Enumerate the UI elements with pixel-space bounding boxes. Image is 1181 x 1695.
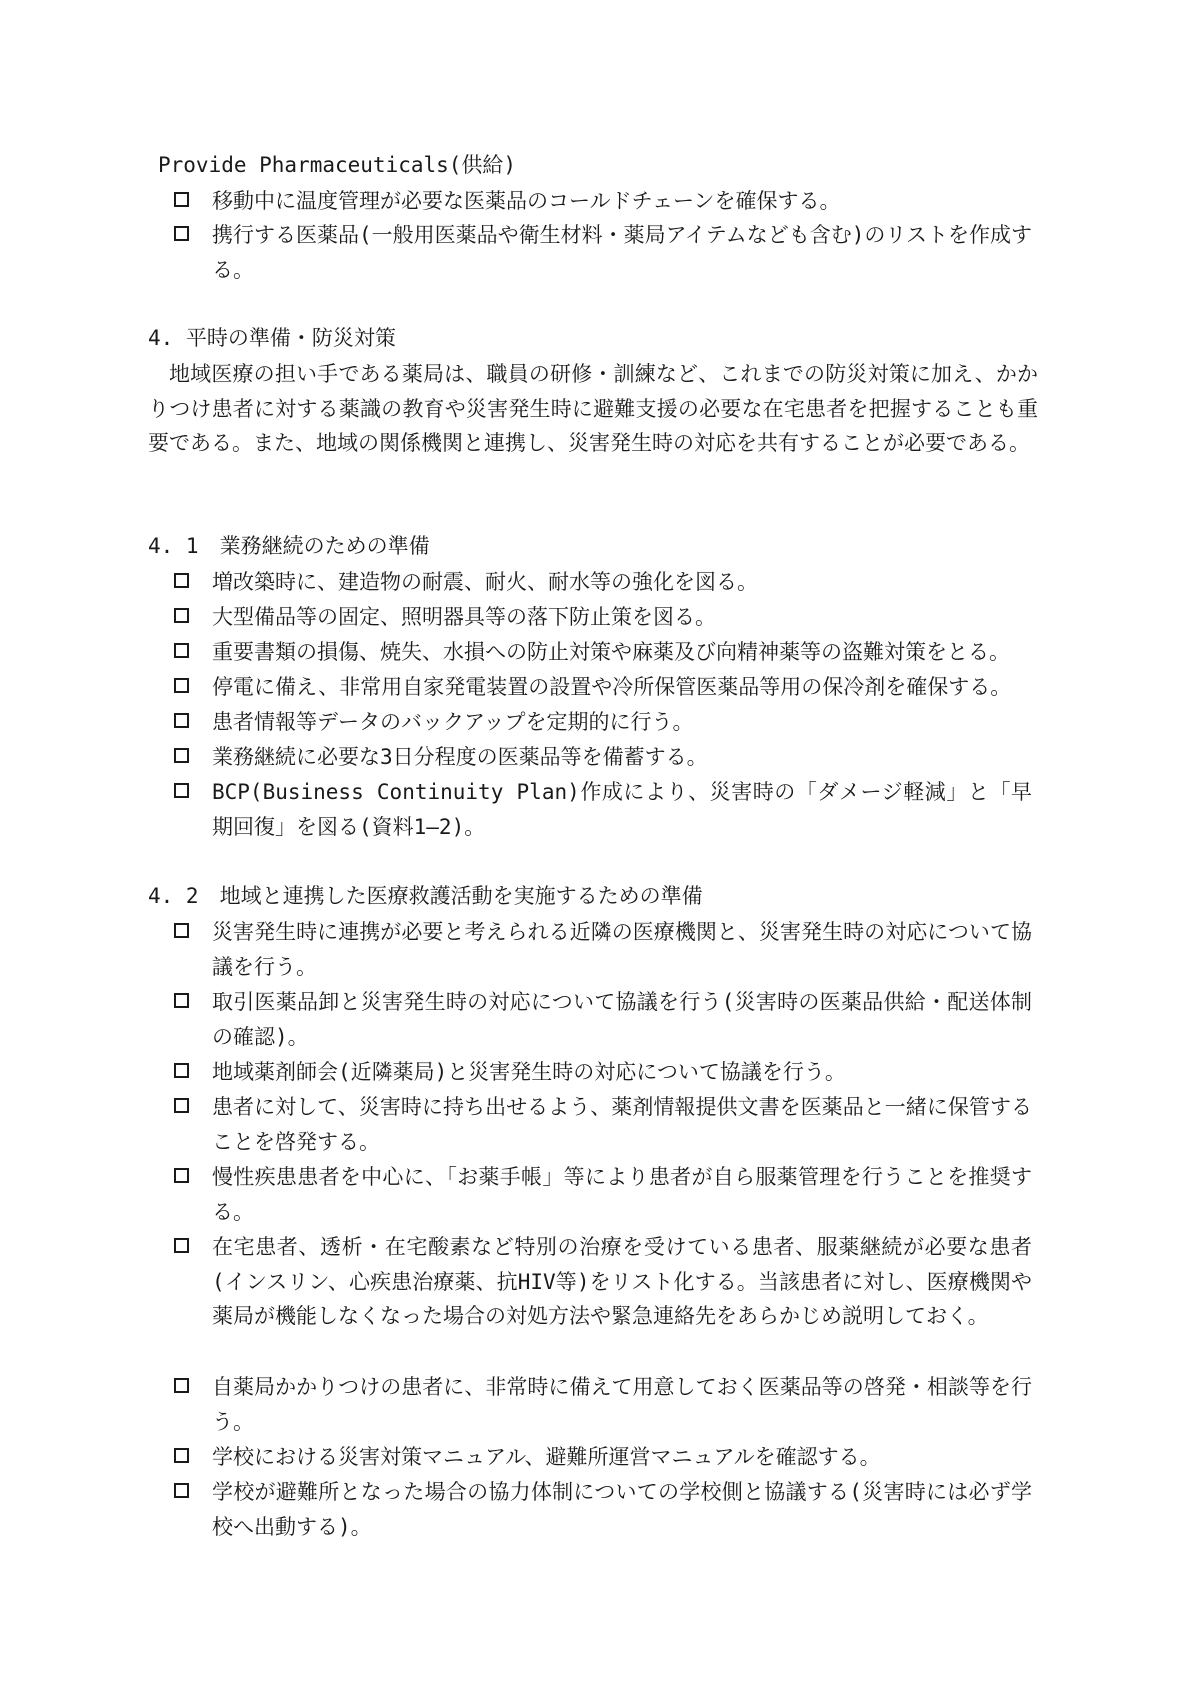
checkbox-icon xyxy=(174,1448,189,1463)
checkbox-icon xyxy=(174,573,189,588)
checkbox-icon xyxy=(174,1483,189,1498)
list-item: 大型備品等の固定、照明器具等の落下防止策を図る。 xyxy=(212,605,716,629)
checkbox-icon xyxy=(174,1238,189,1253)
list-item: 患者に対して、災害時に持ち出せるよう、薬剤情報提供文書を医薬品と一緒に保管することを啓発する。 xyxy=(212,1095,1032,1154)
list-item: 在宅患者、透析・在宅酸素など特別の治療を受けている患者、服薬継続が必要な患者(インスリン、心疾患治療薬、抗HIV等)をリスト化する。当該患者に対し、医療機関や薬局が機能しなくなった場合の対処方法や緊急連絡先をあらかじめ説明しておく。 xyxy=(212,1235,1032,1328)
list-item: 学校が避難所となった場合の協力体制についての学校側と協議する(災害時には必ず学校へ出動する)。 xyxy=(212,1480,1032,1539)
checkbox-icon xyxy=(174,192,189,207)
section-4-1-heading: 4. 1 業務継続のための準備 xyxy=(148,534,430,558)
checkbox-icon xyxy=(174,678,189,693)
supply-item: 移動中に温度管理が必要な医薬品のコールドチェーンを確保する。 xyxy=(212,189,841,213)
supply-heading: Provide Pharmaceuticals(供給) xyxy=(158,153,517,177)
list-item: 業務継続に必要な3日分程度の医薬品等を備蓄する。 xyxy=(212,745,708,769)
checkbox-icon xyxy=(174,1378,189,1393)
checkbox-icon xyxy=(174,923,189,938)
checkbox-icon xyxy=(174,226,189,241)
list-item: 自薬局かかりつけの患者に、非常時に備えて用意しておく医薬品等の啓発・相談等を行う。 xyxy=(212,1375,1032,1434)
checkbox-icon xyxy=(174,1063,189,1078)
section-4-2-heading: 4. 2 地域と連携した医療救護活動を実施するための準備 xyxy=(148,884,703,908)
list-item: 慢性疾患患者を中心に、「お薬手帳」等により患者が自ら服薬管理を行うことを推奨する。 xyxy=(212,1165,1032,1224)
list-item: 患者情報等データのバックアップを定期的に行う。 xyxy=(212,710,694,734)
list-item: 学校における災害対策マニュアル、避難所運営マニュアルを確認する。 xyxy=(212,1445,881,1469)
list-item: 地域薬剤師会(近隣薬局)と災害発生時の対応について協議を行う。 xyxy=(212,1060,846,1084)
checkbox-icon xyxy=(174,993,189,1008)
list-item: 重要書類の損傷、焼失、水損への防止対策や麻薬及び向精神薬等の盗難対策をとる。 xyxy=(212,640,1010,664)
list-item: BCP(Business Continuity Plan)作成により、災害時の「ダメージ軽減」と「早期回復」を図る(資料1―2)。 xyxy=(212,780,1032,839)
checkbox-icon xyxy=(174,783,189,798)
checkbox-icon xyxy=(174,608,189,623)
section-4-heading: 4. 平時の準備・防災対策 xyxy=(148,326,396,350)
list-item: 増改築時に、建造物の耐震、耐火、耐水等の強化を図る。 xyxy=(212,570,758,594)
list-item: 停電に備え、非常用自家発電装置の設置や冷所保管医薬品等用の保冷剤を確保する。 xyxy=(212,675,1012,699)
checkbox-icon xyxy=(174,713,189,728)
checkbox-icon xyxy=(174,643,189,658)
list-item: 取引医薬品卸と災害発生時の対応について協議を行う(災害時の医薬品供給・配送体制の確認)。 xyxy=(212,990,1032,1049)
supply-item: 携行する医薬品(一般用医薬品や衛生材料・薬局アイテムなども含む)のリストを作成する。 xyxy=(212,223,1032,282)
section-4-body: 地域医療の担い手である薬局は、職員の研修・訓練など、これまでの防災対策に加え、かかりつけ患者に対する薬識の教育や災害発生時に避難支援の必要な在宅患者を把握することも重要である。また、地域の関係機関と連携し、災害発生時の対応を共有することが必要である。 xyxy=(148,362,1038,455)
checkbox-icon xyxy=(174,1098,189,1113)
checkbox-icon xyxy=(174,748,189,763)
list-item: 災害発生時に連携が必要と考えられる近隣の医療機関と、災害発生時の対応について協議を行う。 xyxy=(212,920,1032,979)
checkbox-icon xyxy=(174,1168,189,1183)
